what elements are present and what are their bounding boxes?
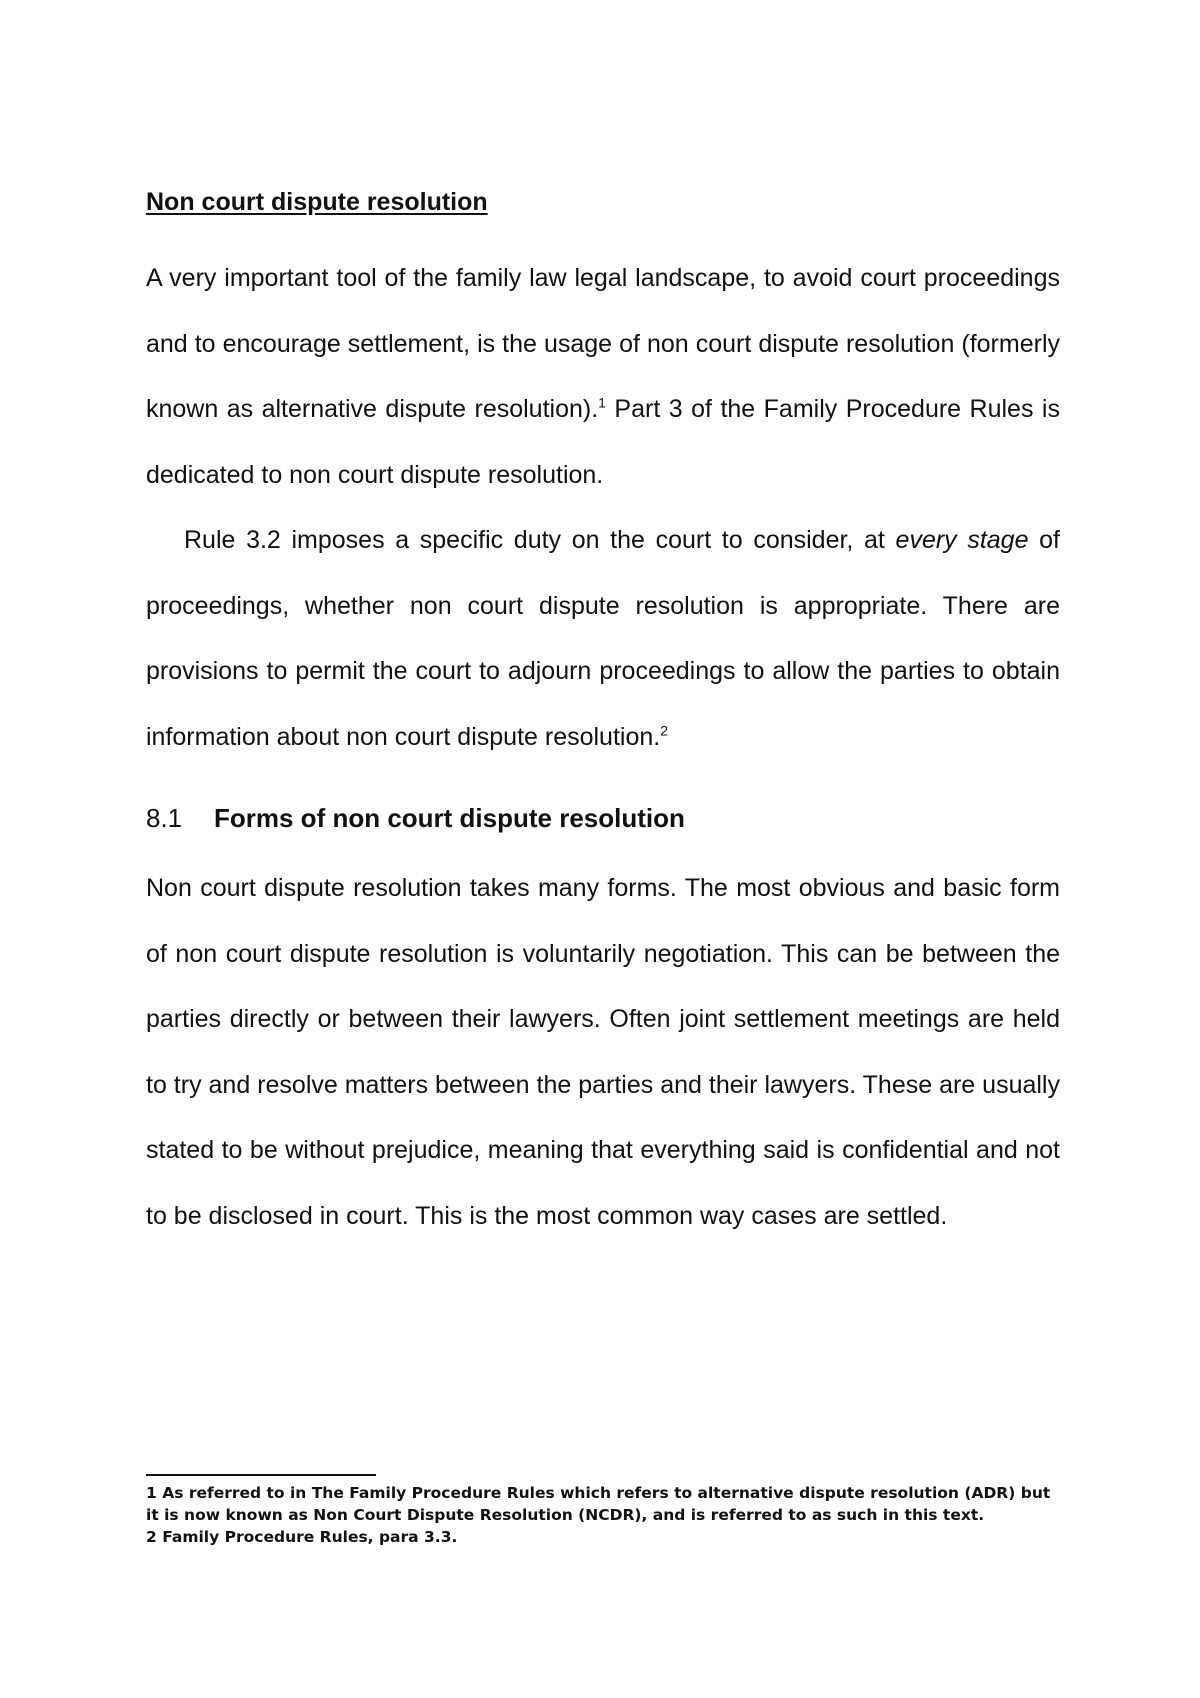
paragraph-intro xyxy=(146,246,1060,508)
paragraph-intro-text-continued: Part 3 of the Family Procedure Rules is dedicated to non court dispute resolution. xyxy=(146,395,1060,489)
footnote-number: 1 xyxy=(146,1484,157,1502)
footnote-text: As referred to in The Family Procedure Rules which refers to alternative dispute resolution (ADR) but it is now known as Non Court Dispute Resolution (NCDR), and is referred to as such in this text. xyxy=(146,1484,1051,1524)
paragraph-forms: Non court dispute resolution takes many forms. The most obvious and basic form of non court dispute resolution is voluntarily negotiation. This can be between the parties directly or between their lawyers. Often joint settlement meetings are held to try and resolve matters between the parties and their lawyers. These are usually stated to be without prejudice, meaning that everything said is confidential and not to be disclosed in court. This is the most common way cases are settled. xyxy=(146,874,1060,1230)
section-heading xyxy=(146,796,1060,840)
footnote-1 xyxy=(146,1482,1060,1526)
footnote-number: 2 xyxy=(146,1528,157,1546)
footnote-2 xyxy=(146,1526,1060,1548)
section-number: 8.1 xyxy=(146,803,183,833)
section-title: Forms of non court dispute resolution xyxy=(214,803,685,833)
paragraph-intro-text: A very important tool of the family law legal landscape, to avoid court proceedings and to encourage settlement, is the usage of non court dispute resolution (formerly known as alternative dispute resolution). xyxy=(146,264,1060,423)
footnote-text: Family Procedure Rules, para 3.3. xyxy=(162,1528,458,1546)
footnotes xyxy=(146,1474,1060,1548)
paragraph-rule-text-a: Rule 3.2 imposes a specific duty on the court to consider, at xyxy=(184,526,896,554)
document-body xyxy=(146,180,1060,1249)
paragraph-rule-text-b: of proceedings, whether non court dispute resolution is appropriate. There are provisions to permit the court to adjourn proceedings to allow the parties to obtain information about non court dispute resolution. xyxy=(146,526,1061,751)
footnote-ref-1[interactable]: 1 xyxy=(598,394,606,411)
paragraph-rule-emphasis: every stage xyxy=(895,526,1029,554)
paragraph-rule-3-2 xyxy=(146,508,1060,770)
footnote-separator xyxy=(146,1474,376,1476)
footnote-ref-2[interactable]: 2 xyxy=(660,722,669,739)
page-title: Non court dispute resolution xyxy=(146,188,488,216)
